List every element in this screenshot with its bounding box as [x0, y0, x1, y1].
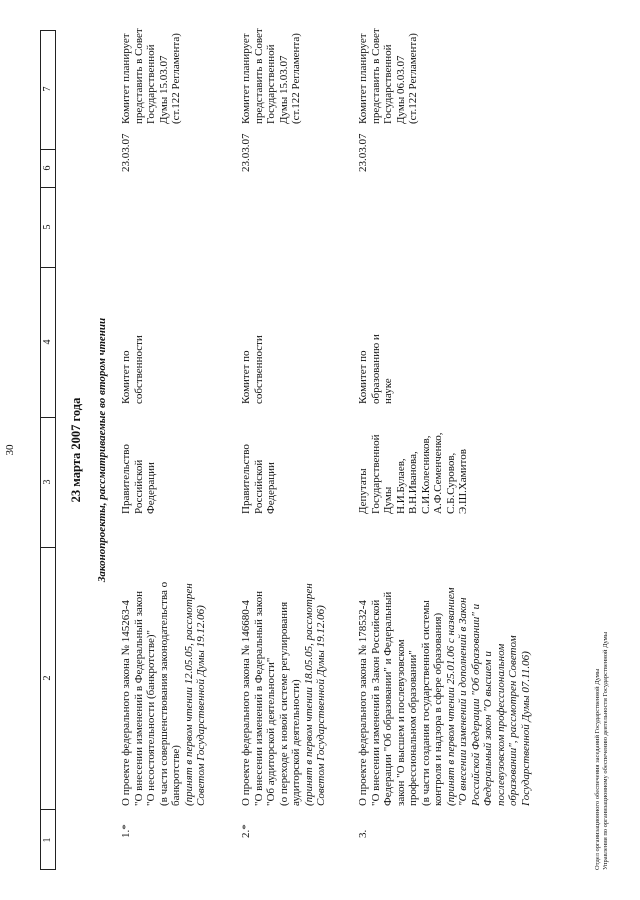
row-1-note: (принят в первом чтении 12.05.05, рассмотрен Советом Государственной Думы 19.12.06)	[182, 583, 207, 806]
row-3-title: О проекте федерального закона № 178532-4 "О внесении изменений в Закон Российской Федерации "Об образовании" и Федеральный закон "О высшем и послевузовском профессиональном образовании" (в части создания государственной системы контроля и надзора в сфере образования)	[357, 591, 444, 806]
row-2-plan: Комитет планирует представить в Совет Государственной Думы 15.03.07 (ст.122 Регламента)	[240, 28, 302, 124]
row-1-title-block	[120, 538, 208, 806]
row-1-date: 23.03.07	[120, 133, 132, 172]
row-3-initiator: Депутаты Государственной Думы Н.И.Булаев, В.Н.Иванова, С.И.Колесников, А.Ф.Семенченко, С.Б.Суровов, Э.Ш.Хамитов	[357, 432, 469, 514]
header-col-7: 7	[40, 29, 56, 150]
row-3-plan: Комитет планирует представить в Совет Государственной Думы 06.03.07 (ст.122 Регламента)	[357, 28, 419, 124]
row-3-title-block	[357, 538, 532, 806]
row-1-committee: Комитет по собственности	[120, 335, 145, 404]
row-2-number: 2.*	[240, 824, 252, 838]
footer-line-1: Отдел организационного обеспечения заседаний Государственной Думы	[594, 668, 601, 870]
header-col-6: 6	[40, 149, 56, 188]
row-1-initiator: Правительство Российской Федерации	[120, 444, 157, 514]
row-3-date: 23.03.07	[357, 133, 369, 172]
header-col-3: 3	[40, 417, 56, 548]
header-col-4: 4	[40, 267, 56, 418]
row-1-title: О проекте федерального закона № 145263-4 "О внесении изменений в Федеральный закон "О несостоятельности (банкротстве)" (в части совершенствования законодательства о банкротстве)	[120, 581, 182, 806]
row-2-note: (принят в первом чтении 18.05.05, рассмотрен Советом Государственной Думы 19.12.06)	[302, 583, 327, 806]
page-number: 30	[4, 444, 16, 456]
row-2-title-block	[240, 538, 328, 806]
section-heading: Законопроекты, рассматриваемые во втором чтении	[96, 317, 108, 583]
header-col-5: 5	[40, 187, 56, 268]
row-3-committee: Комитет по образованию и науке	[357, 334, 394, 404]
row-2-committee: Комитет по собственности	[240, 335, 265, 404]
row-2-initiator: Правительство Российской Федерации	[240, 444, 277, 514]
header-col-2: 2	[40, 547, 56, 810]
date-heading: 23 марта 2007 года	[69, 397, 83, 503]
footer-line-2: Управления по организационному обеспечению деятельности Государственной Думы	[602, 631, 609, 870]
row-3-note: (принят в первом чтении 25.01.06 с названием "О внесении изменений и дополнений в Закон Российской Федерации "Об образовании" и Федеральный закон "О высшем и послевузовском профессиональном образовании", рассмотрен Советом Государственной Думы 07.11.06)	[444, 587, 532, 806]
row-1-plan: Комитет планирует представить в Совет Государственной Думы 15.03.07 (ст.122 Регламента)	[120, 28, 182, 124]
header-col-1: 1	[42, 837, 53, 843]
row-3-number: 3.	[357, 829, 369, 838]
row-1-number: 1.*	[120, 824, 132, 838]
row-2-title: О проекте федерального закона № 146680-4 "О внесении изменений в Федеральный закон "Об аудиторской деятельности" (о переходе к новой системе регулирования аудиторской деятельности)	[240, 591, 302, 806]
row-2-date: 23.03.07	[240, 133, 252, 172]
